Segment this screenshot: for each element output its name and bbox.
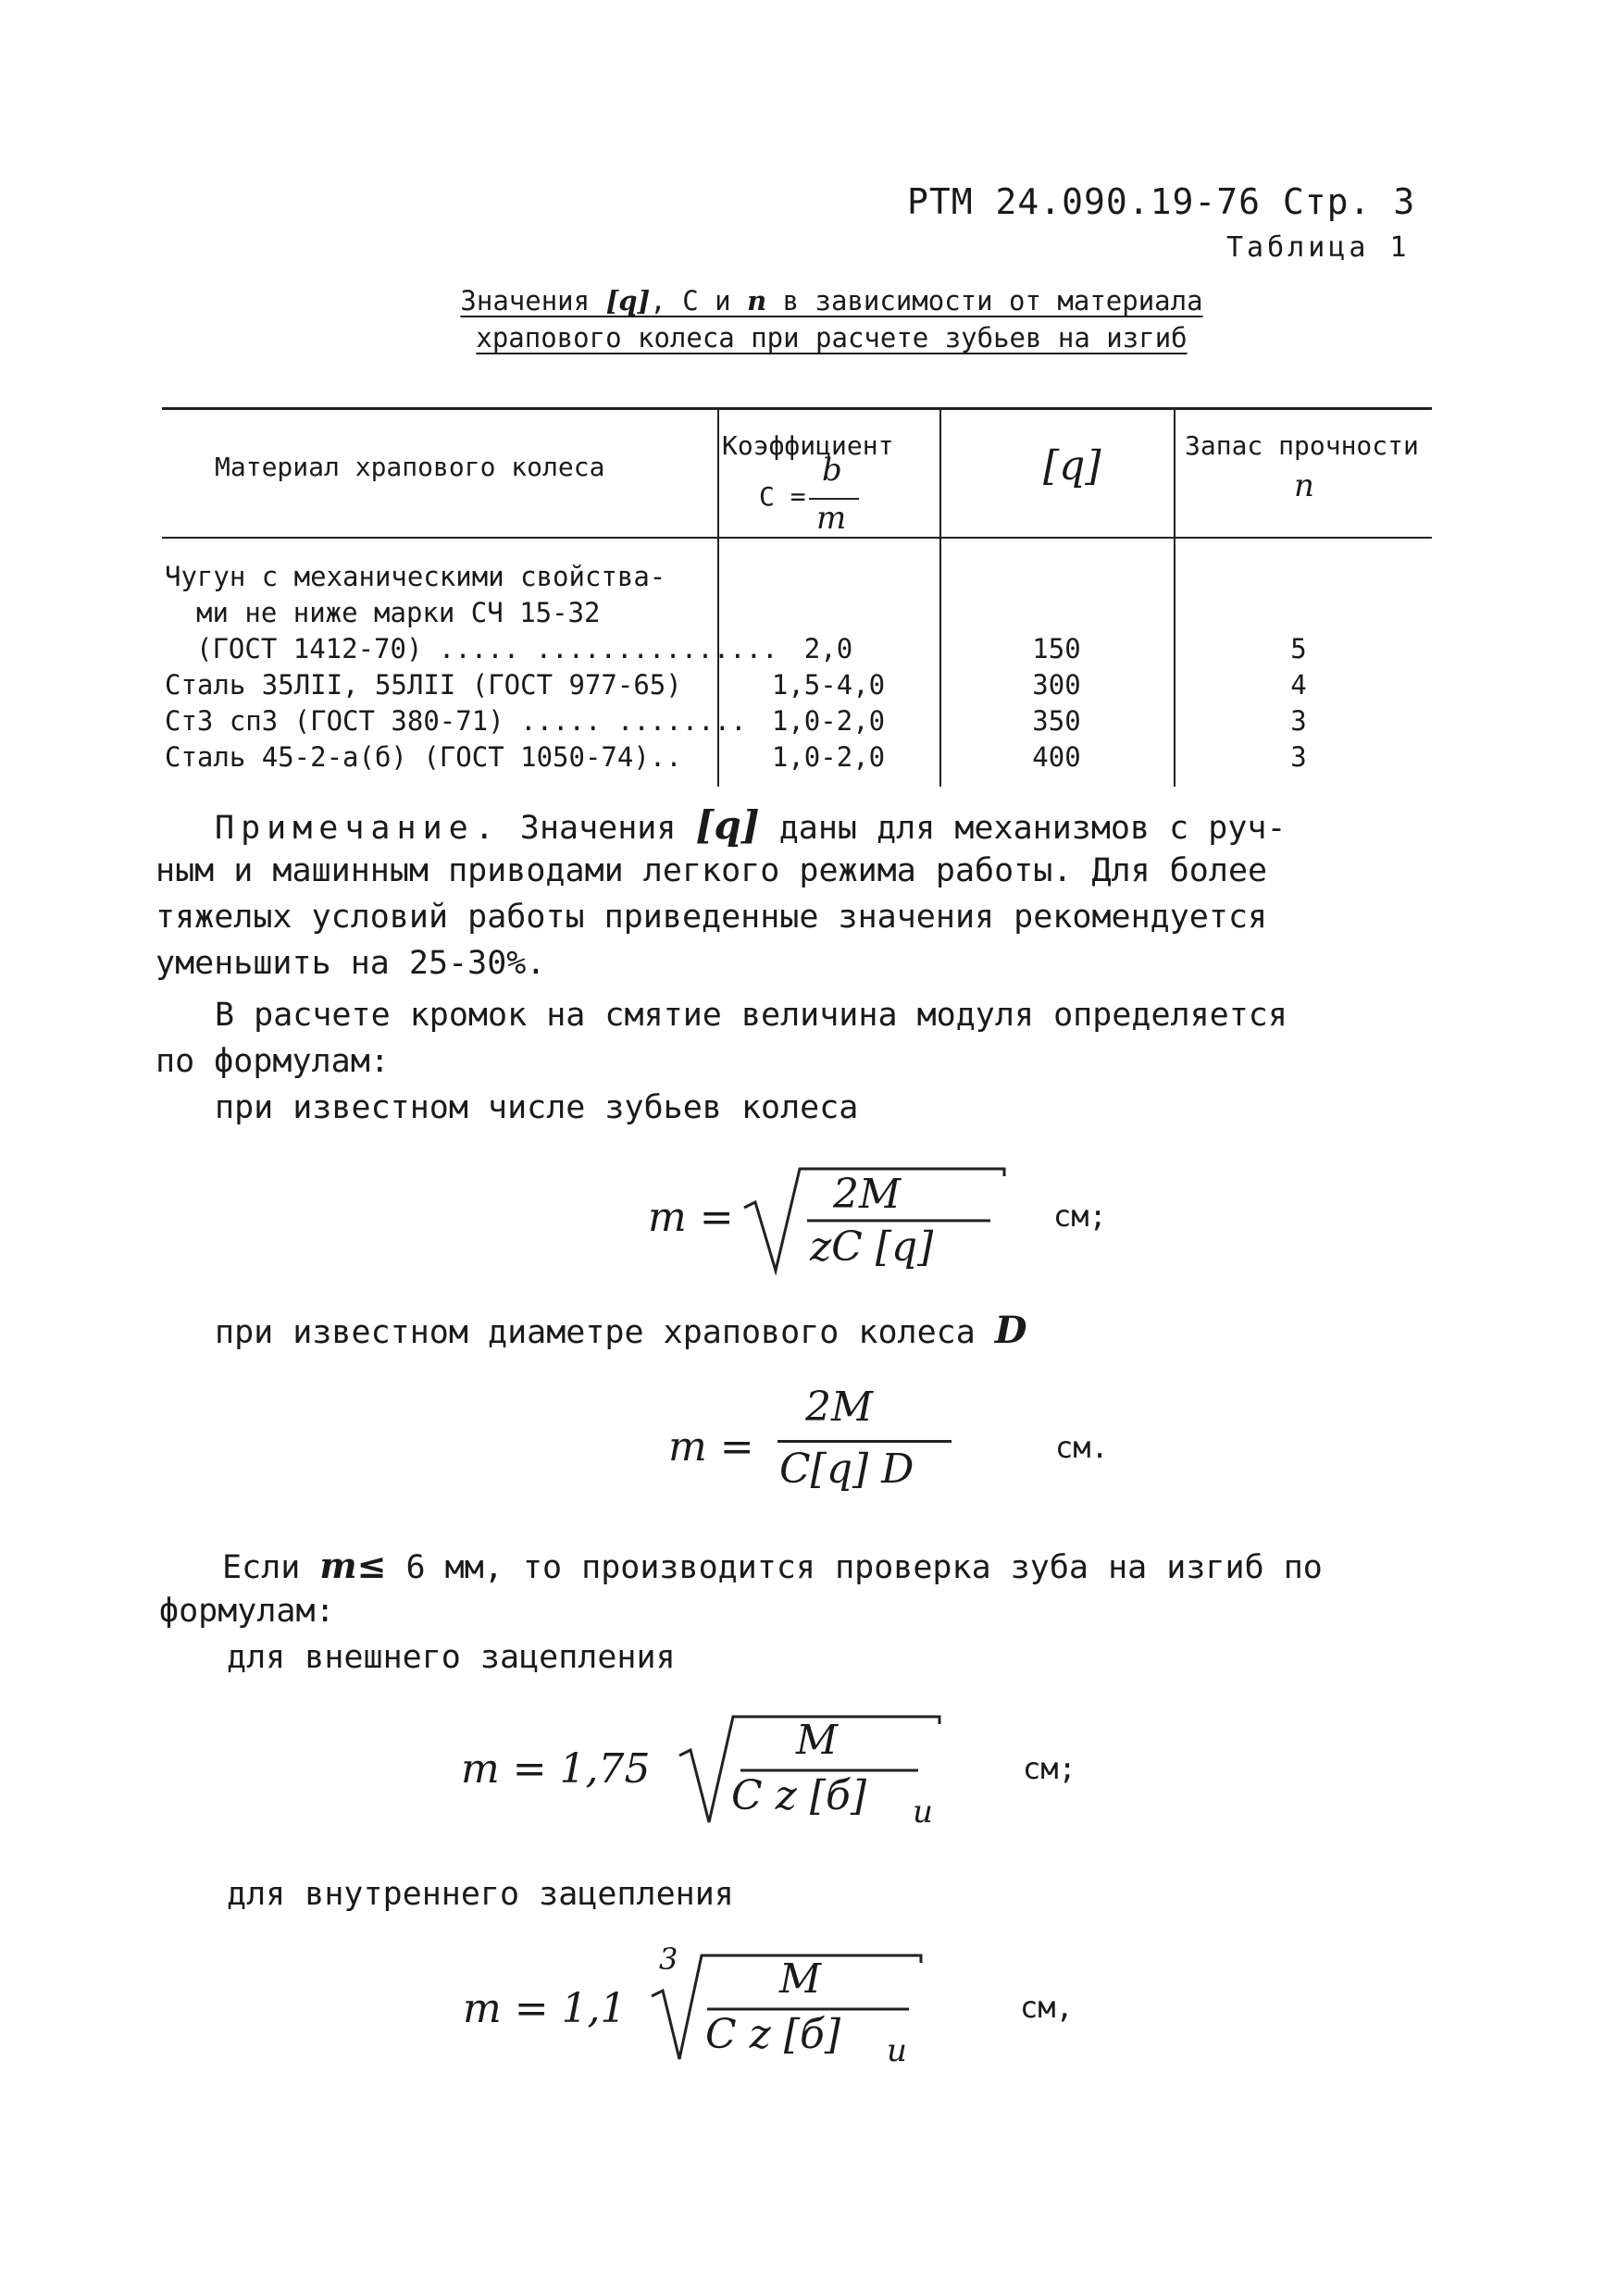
para4: при известном диаметре храпового колеса D [215,1309,1027,1352]
formula4-denominator: C z [б] [705,2011,841,2058]
document-code: РТМ 24.090.19-76 Стр. 3 [907,181,1416,222]
header-safety-symbol: n [1294,467,1314,504]
row2-safety: 4 [1290,669,1307,701]
formula3-lhs: m = 1,75 [461,1745,651,1793]
formula4-numerator: M [779,1955,822,2003]
table-header-rule [162,537,1432,539]
row1-safety: 5 [1290,633,1307,664]
para3: при известном числе зубьев колеса [215,1089,859,1126]
row1-material-line2: ми не ниже марки СЧ 15-32 [196,597,601,628]
row2-material: Сталь 35ЛII, 55ЛII (ГОСТ 977-65) [165,669,682,701]
row1-material-line3: (ГОСТ 1412-70) ..... ............... [196,633,778,664]
formula3-subscript: u [913,1793,933,1831]
header-coef-num: b [822,452,842,489]
para2-line-2: по формулам: [155,1043,390,1080]
table-caption-line-1: Значения [q], С и n в зависимости от материала [460,285,1203,316]
formula2-unit: см. [1055,1430,1109,1465]
row1-q: 150 [1032,633,1081,664]
row3-material: Ст3 сп3 (ГОСТ 380-71) ..... ........ [165,705,747,737]
formula2-numerator: 2M [805,1384,874,1431]
header-q: [q] [1043,442,1101,490]
header-coef-title: Коэффициент [722,430,894,461]
para2-line-1: В расчете кромок на смятие величина модуля определяется [215,997,1287,1034]
formula4-unit: см, [1020,1990,1074,2025]
table-number: Таблица 1 [1226,231,1411,264]
para7: для внутреннего зацепления [227,1876,734,1913]
row3-q: 350 [1032,705,1081,737]
formula2-denominator: C[q] D [779,1446,914,1493]
note-line-4: уменьшить на 25-30%. [155,945,546,982]
row1-coef: 2,0 [803,633,853,664]
formula1-denominator: zC [q] [810,1223,934,1271]
row4-coef: 1,0-2,0 [771,741,886,773]
row3-coef: 1,0-2,0 [771,705,886,737]
para6: для внешнего зацепления [227,1639,676,1676]
row1-material-line1: Чугун с механическими свойства- [165,561,666,592]
header-coef-den: m [816,500,847,537]
formula4-lhs: m = 1,1 [463,1985,627,2032]
formula4-subscript: u [887,2032,907,2069]
formula3-numerator: M [796,1717,839,1764]
note-line-1: Примечание. Значения [q] даны для механизмов с руч- [215,802,1287,848]
header-safety-title: Запас прочности [1185,430,1419,461]
row4-material: Сталь 45-2-а(б) (ГОСТ 1050-74).. [165,741,682,773]
formula4-root-index: 3 [659,1942,678,1977]
formula1-numerator: 2M [833,1171,902,1218]
para5-line-1: Если m≤ 6 мм, то производится проверка зуба на изгиб по [222,1545,1323,1586]
formula1-unit: см; [1053,1198,1107,1234]
formula2-lhs: m = [668,1423,754,1471]
table-caption-line-2: храпового колеса при расчете зубьев на изгиб [476,322,1188,354]
header-material: Материал храпового колеса [215,452,605,482]
row4-safety: 3 [1290,741,1307,773]
formula2-fraction-bar [777,1440,952,1443]
header-coef-lhs: С = [759,481,806,512]
row2-coef: 1,5-4,0 [771,669,886,701]
note-line-3: тяжелых условий работы приведенные значения рекомендуется [155,899,1268,936]
row2-q: 300 [1032,669,1081,701]
note-line-2: ным и машинным приводами легкого режима работы. Для более [155,852,1268,889]
row4-q: 400 [1032,741,1081,773]
formula1-lhs: m = [648,1194,734,1241]
formula3-denominator: C z [б] [731,1772,867,1819]
row3-safety: 3 [1290,705,1307,737]
formula3-unit: см; [1023,1751,1076,1786]
table-top-rule [162,407,1432,410]
para5-line-2: формулам: [159,1593,335,1630]
